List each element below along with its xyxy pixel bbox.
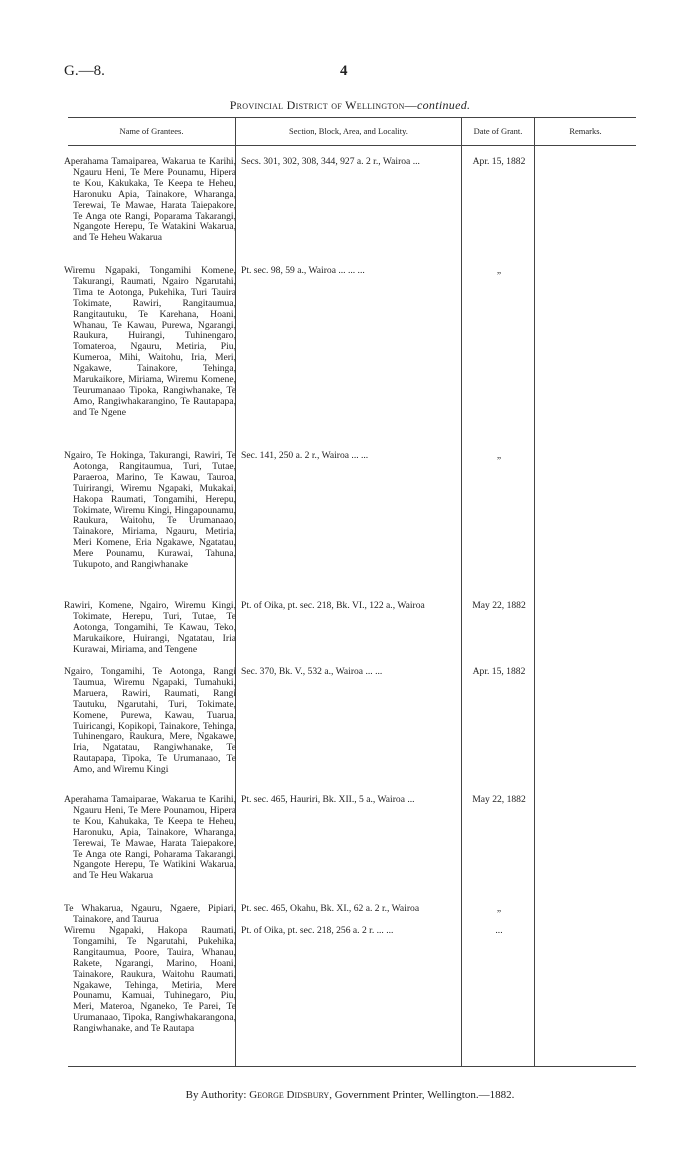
footer-suffix: , Government Printer, Wellington.—1882.	[329, 1089, 515, 1101]
date-cell: Apr. 15, 1882	[472, 666, 526, 677]
grantees-cell: Aperahama Tamaiparae, Wakarua te Karihi, Ngauru Heni, Te Mere Pounamou, Hipera te Kou, Kahukaka, Te Keepa te Heheu, Haronuku, Apia, Tainakore, Wharanga, Terewai, Te Mawae, Harata Taiepakore, Te Anga ote Rangi, Poharama Takarangi, Ngangote Herepu, Te Watikini Wakarua, and Te Heu Wakarua	[64, 794, 236, 882]
date-cell: „	[496, 903, 502, 914]
column-header-remarks: Remarks.	[569, 126, 602, 136]
footer-printer-name: George Didsbury	[249, 1089, 330, 1101]
section-cell: Sec. 370, Bk. V., 532 a., Wairoa ... ...	[241, 666, 383, 677]
document-reference: G.—8.	[64, 63, 105, 79]
grantees-cell: Rawiri, Komene, Ngairo, Wiremu Kingi, Tokimate, Herepu, Turi, Tutae, Te Aotonga, Tongamihi, Te Kawau, Teko, Marukaikore, Huirangi, Ngatatau, Iria Kurawai, Miriama, and Tengene	[64, 600, 236, 655]
grantees-cell: Wiremu Ngapaki, Hakopa Raumati, Tongamihi, Te Ngarutahi, Pukehika, Rangitaumua, Poore, Tauira, Whanau, Rakete, Ngarangi, Marino, Hoani, Tainakore, Raukura, Waitohu Raumati, Ngakawe, Tehinga, Metiria, Mere Pounamu, Kamuai, Tuhinegaro, Piu, Meri, Materoa, Nganeko, Te Parei, Te Urumanaao, Tipoka, Rangiwhakarangona, Rangiwhanake, and Te Rautapa	[64, 925, 236, 1035]
date-cell: „	[496, 265, 502, 276]
grantees-cell: Wiremu Ngapaki, Tongamihi Komene, Takurangi, Raumati, Ngairo Ngarutahi, Tima te Aotonga, Pukehika, Turi Tauira Tokimate, Rawiri, Rangitaumua, Rangitautuku, Te Karehana, Hoani, Whanau, Te Kawau, Purewa, Ngarangi, Raukura, Huirangi, Tuhinengaro, Tomateroa, Ngauru, Metiria, Piu, Kumeroa, Mihi, Waitohu, Iria, Meri, Ngakawe, Tainakore, Tehinga, Marukaikore, Miriama, Wiremu Komene, Teurumanaao Tipoka, Rangiwhanake, Te Amo, Rangiwhakarangino, Te Rautapapa, and Te Ngene	[64, 265, 236, 418]
column-divider-3	[534, 117, 535, 1066]
section-cell: Pt. of Oika, pt. sec. 218, Bk. VI., 122 a., Wairoa	[241, 600, 425, 611]
grantees-cell: Te Whakarua, Ngauru, Ngaere, Pipiari, Tainakore, and Taurua	[64, 903, 236, 925]
section-cell: Secs. 301, 302, 308, 344, 927 a. 2 r., Wairoa ...	[241, 156, 420, 167]
date-cell: Apr. 15, 1882	[472, 156, 526, 167]
section-cell: Pt. sec. 465, Hauriri, Bk. XII., 5 a., Wairoa ...	[241, 794, 415, 805]
footer-prefix: By Authority:	[185, 1089, 247, 1101]
column-divider-2	[461, 117, 462, 1066]
column-header-section: Section, Block, Area, and Locality.	[289, 126, 408, 136]
table-top-rule	[68, 117, 636, 118]
date-cell: May 22, 1882	[472, 600, 526, 611]
section-cell: Pt. of Oika, pt. sec. 218, 256 a. 2 r. ... ...	[241, 925, 394, 936]
page-title	[0, 98, 700, 113]
date-cell: „	[496, 450, 502, 461]
grantees-cell: Ngairo, Te Hokinga, Takurangi, Rawiri, Te Aotonga, Rangitaumua, Turi, Tutae, Paraeroa, Marino, Te Kawau, Tauroa, Tuirirangi, Wiremu Ngapaki, Mukakai, Hakopa Raumati, Tongamihi, Herepu, Tokimate, Wiremu Kingi, Hingapounamu, Raukura, Waitohu, Te Urumanaao, Tainakore, Miriama, Ngauru, Metiria, Meri Komene, Eria Ngakawe, Ngatatau, Mere Pounamu, Kurawai, Tahuna, Tukupoto, and Rangiwhanake	[64, 450, 236, 571]
date-cell: ...	[495, 925, 503, 936]
column-header-date: Date of Grant.	[473, 126, 523, 136]
section-cell: Sec. 141, 250 a. 2 r., Wairoa ... ...	[241, 450, 369, 461]
title-continued: continued.	[416, 98, 471, 112]
section-cell: Pt. sec. 465, Okahu, Bk. XI., 62 a. 2 r., Wairoa	[241, 903, 420, 914]
printer-footer	[0, 1089, 700, 1101]
grantees-cell: Ngairo, Tongamihi, Te Aotonga, Rangi Taumua, Wiremu Ngapaki, Tumahuki, Maruera, Rawiri, Raumati, Rangi Tautuku, Ngarutahi, Turi, Tokimate, Komene, Purewa, Kawau, Tuarua, Tuiricangi, Kopikopi, Tainakore, Tehinga, Tuhinengaro, Raukura, Mere, Ngakawe, Iria, Ngatatau, Rangiwhanake, Te Rautapapa, Tipoka, Te Urumanaao, Te Amo, and Wiremu Kingi	[64, 666, 236, 776]
column-header-grantees: Name of Grantees.	[119, 126, 184, 136]
grantees-cell: Aperahama Tamaiparea, Wakarua te Karihi, Ngauru Heni, Te Mere Pounamu, Hipera te Kou, Kakukaka, Te Keepa te Heheu, Haronuku Apia, Tainakore, Wharanga, Terewai, Te Mawae, Harata Taiepakore, Te Anga ote Rangi, Poparama Takarangi, Ngangote Herepu, Te Watakini Wakarua, and Te Heheu Wakarua	[64, 156, 236, 244]
table-header-rule	[68, 145, 636, 146]
title-main: Provincial District of Wellington—	[229, 98, 417, 112]
table-bottom-rule	[68, 1066, 636, 1067]
section-cell: Pt. sec. 98, 59 a., Wairoa ... ... ...	[241, 265, 365, 276]
date-cell: May 22, 1882	[472, 794, 526, 805]
page-number: 4	[340, 63, 348, 79]
